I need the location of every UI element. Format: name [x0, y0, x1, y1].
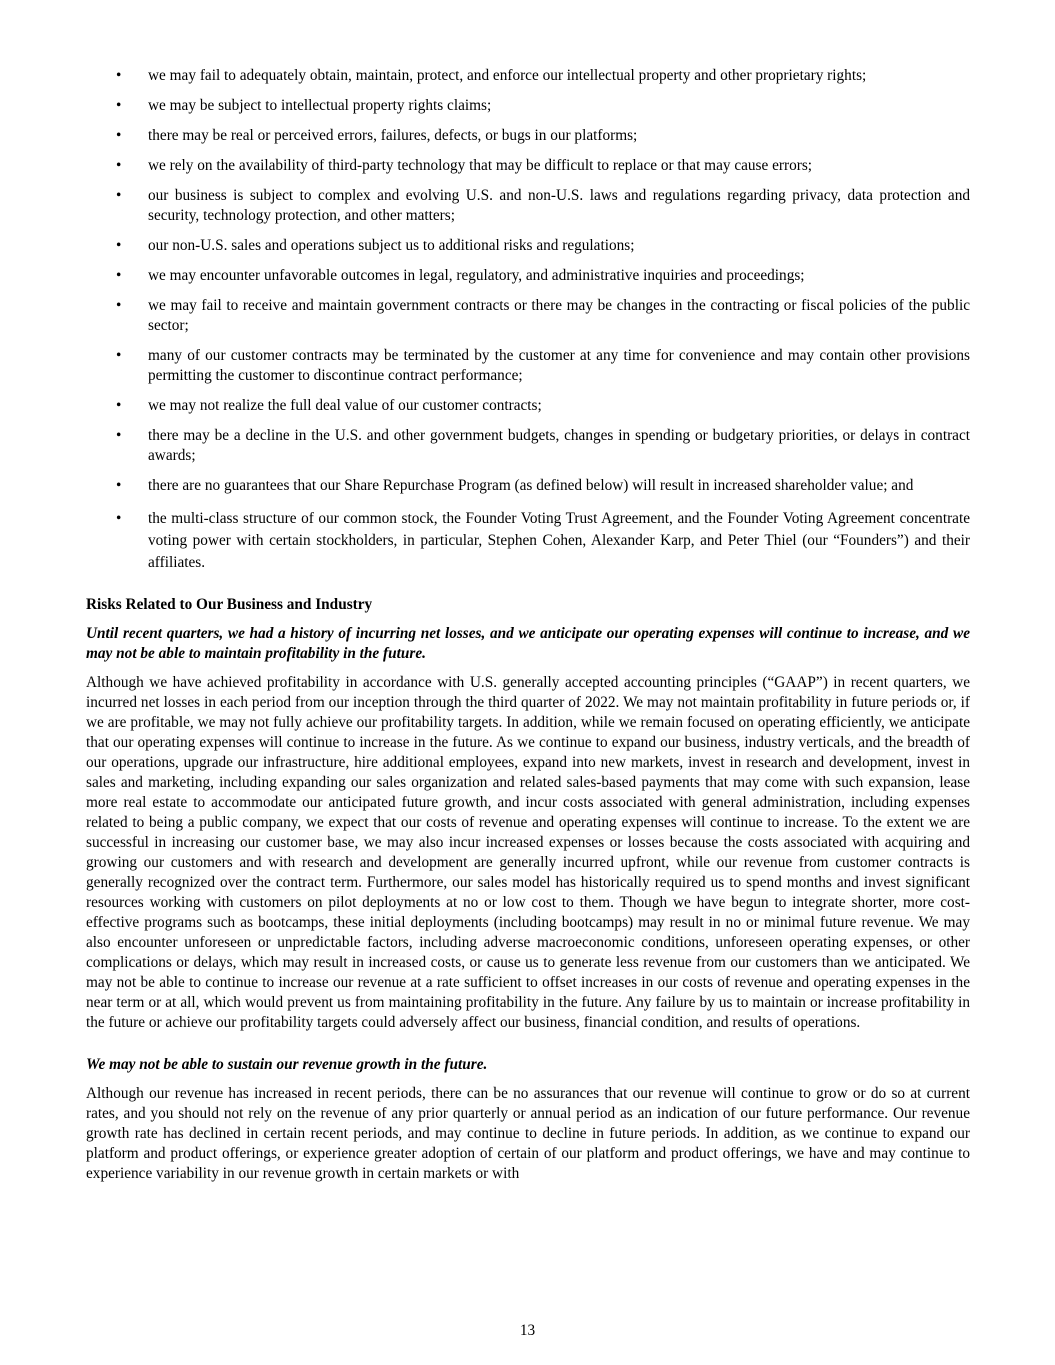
list-item: • our business is subject to complex and evolving U.S. and non-U.S. laws and regulations regarding privacy, data protection and security, technology protection, and other matters;	[116, 187, 970, 224]
bullet-icon: •	[116, 97, 122, 114]
bullet-icon: •	[116, 67, 122, 84]
bullet-icon: •	[116, 127, 122, 144]
list-item: • we may encounter unfavorable outcomes in legal, regulatory, and administrative inquiries and proceedings;	[116, 267, 805, 284]
bullet-icon: •	[116, 427, 122, 444]
list-item: • we may fail to receive and maintain government contracts or there may be changes in the contracting or fiscal policies of the public sector;	[116, 297, 970, 334]
list-item: • we may fail to adequately obtain, maintain, protect, and enforce our intellectual property and other proprietary rights;	[116, 67, 867, 84]
risk-summary-list	[86, 66, 970, 574]
list-item: • we may be subject to intellectual property rights claims;	[116, 97, 492, 114]
risk-heading-revenue-growth: We may not be able to sustain our revenue growth in the future.	[86, 1056, 488, 1073]
bullet-icon: •	[116, 297, 122, 314]
list-item: • there may be a decline in the U.S. and other government budgets, changes in spending or budgetary priorities, or delays in contract awards;	[116, 427, 970, 464]
list-item: • our non-U.S. sales and operations subject us to additional risks and regulations;	[116, 237, 635, 254]
list-item: • there may be real or perceived errors, failures, defects, or bugs in our platforms;	[116, 127, 638, 144]
list-item: • we may not realize the full deal value of our customer contracts;	[116, 397, 542, 414]
bullet-icon: •	[116, 267, 122, 284]
section-heading: Risks Related to Our Business and Industry	[86, 596, 373, 613]
bullet-icon: •	[116, 157, 122, 174]
list-item: • many of our customer contracts may be terminated by the customer at any time for convenience and may contain other provisions permitting the customer to discontinue contract performance;	[116, 347, 970, 384]
bullet-icon: •	[116, 347, 122, 364]
page-number: 13	[519, 1322, 536, 1339]
bullet-icon: •	[116, 477, 122, 494]
bullet-icon: •	[116, 397, 122, 414]
risk-body-revenue-growth: Although our revenue has increased in recent periods, there can be no assurances that our revenue will continue to grow or do so at current rates, and you should not rely on the revenue of any prior quarterly or annual period as an indication of our future performance. Our revenue growth rate has declined in certain recent periods, and may continue to decline in future periods. In addition, as we continue to expand our platform and product offerings, or experience greater adoption of certain of our platform and product offerings, we have and may continue to experience variability in our revenue growth in certain markets or with	[86, 1085, 970, 1182]
risk-heading-net-losses: Until recent quarters, we had a history of incurring net losses, and we anticipate our operating expenses will continue to increase, and we may not be able to maintain profitability in the future.	[86, 625, 970, 662]
bullet-icon: •	[116, 510, 122, 527]
risk-body-net-losses: Although we have achieved profitability in accordance with U.S. generally accepted accounting principles (“GAAP”) in recent quarters, we incurred net losses in each period from our inception through the third quarter of 2022. We may not maintain profitability in future periods or, if we are profitable, we may not fully achieve our profitability targets. In addition, while we remain focused on operating efficiently, we anticipate that our operating expenses will continue to increase in the future. As we continue to expand our business, industry verticals, and the breadth of our operations, upgrade our infrastructure, hire additional employees, expand into new markets, invest in research and development, invest in sales and marketing, including expanding our sales organization and related sales-based payments that may come with such expansion, lease more real estate to accommodate our anticipated future growth, and incur costs associated with general administration, including expenses related to being a public company, we expect that our costs of revenue and operating expenses will continue to increase. To the extent we are successful in increasing our customer base, we may also incur increased expenses or losses because the costs associated with acquiring and growing our customers and with research and development are generally incurred upfront, while our revenue from customer contracts is generally recognized over the contract term. Furthermore, our sales model has historically required us to spend months and invest significant resources working with customers on pilot deployments at no or low cost to them. Though we have begun to integrate shorter, more cost-effective programs such as bootcamps, these initial deployments (including bootcamps) may result in no or minimal future revenue. We may also encounter unforeseen or unpredictable factors, including adverse macroeconomic conditions, unforeseen operating expenses, or other complications or delays, which may result in increased costs, or cause us to generate less revenue from our customers than we anticipated. We may not be able to continue to increase our revenue at a rate sufficient to offset increases in our costs of revenue and operating expenses in the near term or at all, which would prevent us from maintaining profitability in the future. Any failure by us to maintain or increase profitability in the future or achieve our profitability targets could adversely affect our business, financial condition, and results of operations.	[86, 674, 970, 1031]
list-item: • the multi-class structure of our common stock, the Founder Voting Trust Agreement, and the Founder Voting Agreement concentrate voting power with certain stockholders, in particular, Stephen Cohen, Alexander Karp, and Peter Thiel (our “Founders”) and their affiliates.	[116, 510, 970, 571]
bullet-icon: •	[116, 187, 122, 204]
document-page	[86, 66, 970, 1206]
list-item: • there are no guarantees that our Share Repurchase Program (as defined below) will result in increased shareholder value; and	[116, 477, 914, 494]
bullet-icon: •	[116, 237, 122, 254]
list-item: • we rely on the availability of third-party technology that may be difficult to replace or that may cause errors;	[116, 157, 813, 174]
